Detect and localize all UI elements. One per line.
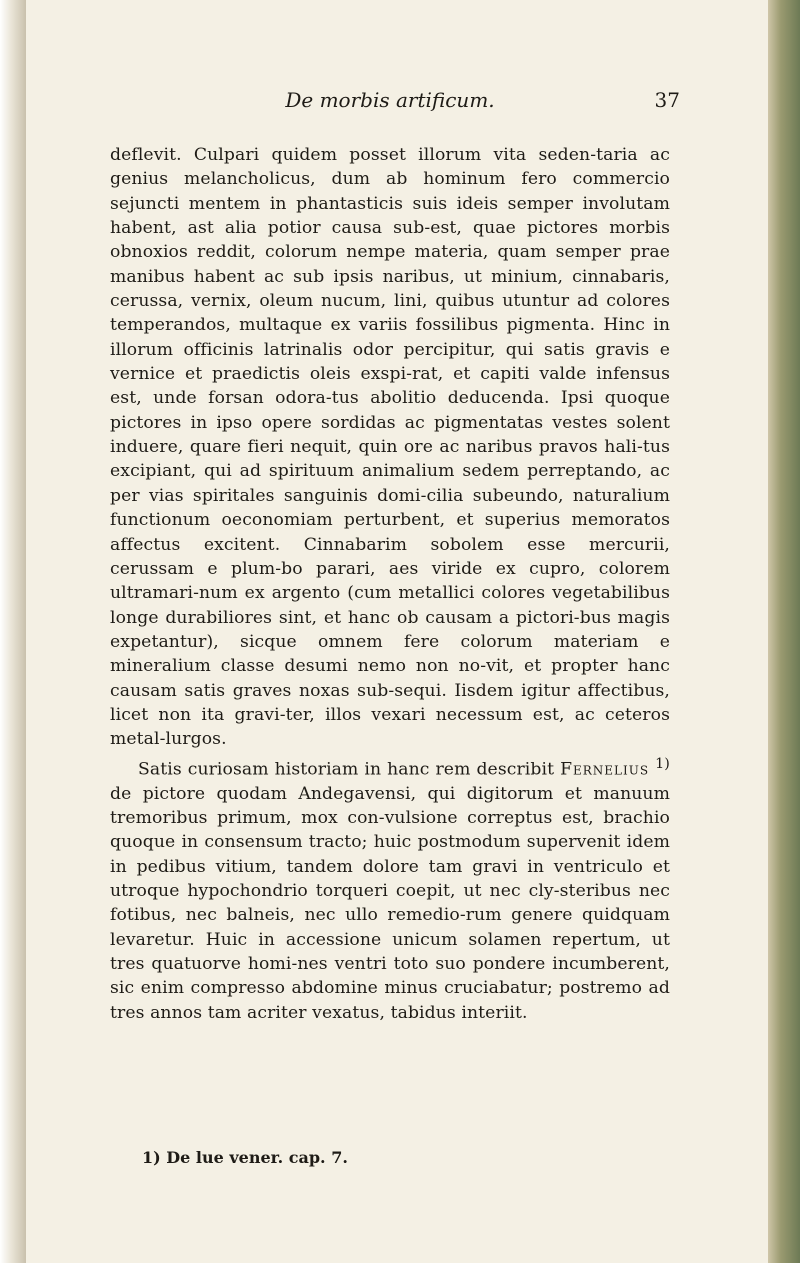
page-number: 37 [654,88,680,112]
footnote: 1) De lue vener. cap. 7. [142,1148,348,1167]
author-name: Fernelius [560,759,650,780]
body-text [110,143,670,1025]
page-header [100,80,680,120]
paragraph-2-rest: de pictore quodam Andegavensi, qui digitorum et manuum tremoribus primum, mox con-vulsione correptus est, brachio quoque in consensum tracto; huic postmodum supervenit idem in pedibus vitium, tandem dolore tam gravi in ventriculo et utroque hypochondrio torqueri coepit, ut nec cly-steribus nec fotibus, nec balneis, nec ullo remedio-rum genere quidquam levaretur. Huic in accessione unicum solamen repertum, ut tres quatuorve homi-nes ventri toto suo pondere incumberent, sic enim compresso abdomine minus cruciabatur; postremo ad tres annos tam acriter vexatus, tabidus interiit. [110,783,670,1023]
page-right-edge [768,0,800,1263]
page-left-edge [0,0,26,1263]
running-title: De morbis artificum. [285,88,495,112]
footnote-ref: 1) [655,755,670,772]
paragraph-2-lead: Satis curiosam historiam in hanc rem describit [138,759,555,780]
paragraph-2 [110,752,670,1026]
paragraph-1: deflevit. Culpari quidem posset illorum vita seden-taria ac genius melancholicus, dum ab hominum fero commercio sejuncti mentem in phantasticis suis ideis semper involutam habent, ast alia potior causa sub-est, quae pictores morbis obnoxios reddit, colorum nempe materia, quam semper prae manibus habent ac sub ipsis naribus, ut minium, cinnabaris, cerussa, vernix, oleum nucum, lini, quibus utuntur ad colores temperandos, multaque ex variis fossilibus pigmenta. Hinc in illorum officinis latrinalis odor percipitur, qui satis gravis e vernice et praedictis oleis exspi-rat, et capiti valde infensus est, unde forsan odora-tus abolitio deducenda. Ipsi quoque pictores in ipso opere sordidas ac pigmentatas vestes solent induere, quare fieri nequit, quin ore ac naribus pravos hali-tus excipiant, qui ad spirituum animalium sedem perreptando, ac per vias spiritales sanguinis domi-cilia subeundo, naturalium functionum oeconomiam perturbent, et superius memoratos affectus excitent. Cinnabarim sobolem esse mercurii, cerussam e plum-bo parari, aes viride ex cupro, colorem ultramari-num ex argento (cum metallici colores vegetabilibus longe durabiliores sint, et hanc ob causam a pictori-bus magis expetantur), sicque omnem fere colorum materiam e mineralium classe desumi nemo non no-vit, et propter hanc causam satis graves noxas sub-sequi. Iisdem igitur affectibus, licet non ita gravi-ter, illos vexari necessum est, ac ceteros metal-lurgos. [110,145,670,750]
